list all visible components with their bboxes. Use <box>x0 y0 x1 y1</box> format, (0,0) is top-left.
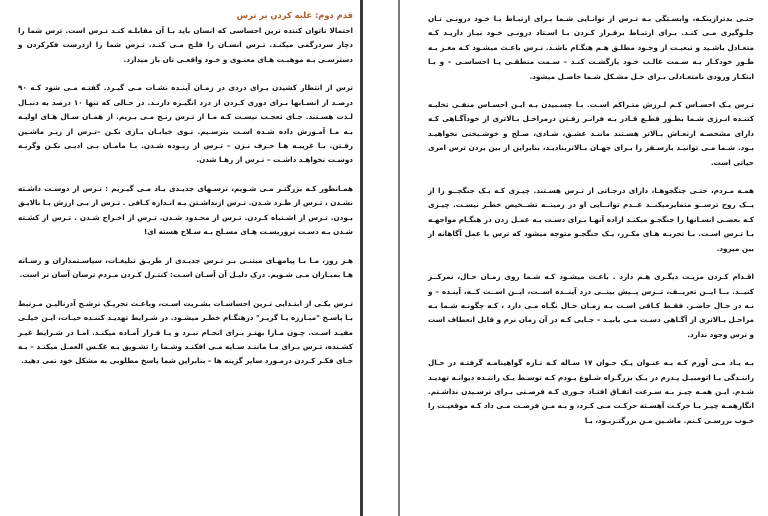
paragraph: همـانطور کـه بزرگتـر مـی شـویم، ترسـهای جدیـدی یـاد مـی گیـریم : تـرس از دوسـت داشـته نشـدن ، تـرس از طـرد شـدن. تـرس ازنداشـتن بـه انـدازه کـافی . تـرس از بـی ارزش یـا نالایـق بـودن. تـرس از اشـتباه کـردن. تـرس از محـدود شـدن. تـرس از اخـراج شـدن . تـرس از کشـته شـدن بـه دسـت تروریسـت هـای مسـلح بـه سـلاح هسته ای! <box>18 184 353 237</box>
paragraph: احتمالا ناتوان کننده ترین احساسی که انسان باید بـا آن مقابلـه کنـد تـرس است. ترس شما را دچار سردرگمی میکنـد. تـرس انسـان را فلـج مـی کنـد. تـرس شما را ازدرست فکرکردن و دسترسـی بـه موهبـت هـای معنـوی و خـود واقعـی تان باز میدارد. <box>18 26 353 64</box>
paragraph: حتـی بدترازینکـه، وابسـتگی بـه تـرس از توانـایی شـما بـرای ارتبـاط بـا خـود درونـی تـان جلـوگیری مـی کنـد. بـرای ارتبـاط برقـرار کـردن بـا اسـتاد درونـی خـود نیـاز داریـد کـه متعـادل باشـید و تبعیـت از وجـود مطلـق هـم هنگـام باشـد. تـرس باعـث میشـود کـه مغـز بـه طـور خودکـار بـه سـمت غالـب خـود بازگشـت کنـد – سـمت منطقـی یـا احساسـی – و بـا ابتکـار ورودی نامتعـادلی بـرای حـل مشـکل شـما حاصـل میشود. <box>428 14 754 81</box>
paragraph: تـرس یـک احسـاس کـم لـرزش متـراکم اسـت. بـا چسـبیدن بـه ایـن احسـاس منفـی تخلیـه کننـده انـرژی شـما بطـور قطـع قـادر بـه فرانـر رفـتن درمراحـل بـالاتری از خودآگـاهی کـه دارای مشخصـه ارتعـاش بـالاتر هسـتند ماننـد عشـق، شـادی، صـلح و خوشـبختی نخواهیـد بـود. شـما مـی توانیـد بارسـفر را بـرای جهـان بـالاتربنادیـد، بنابراین از بین بردن ترس امری حیاتی است. <box>428 100 754 167</box>
paragraph: هـر روز، مـا بـا پیامهـای مبتنـی بـر تـرس جدیـدی از طریـق تبلیغـات، سیاسـتمداران و رسـانه هـا بمبـاران مـی شـویم. درک دلیـل آن آسـان اسـت: کنتـرل کـردن مـردم ترسان آسان تر است. <box>18 255 353 280</box>
left-page <box>0 0 363 516</box>
paragraph: تـرس یکـی از ابتـدایی تـرین احساسـات بشـریت اسـت، وباعـث تحریـک ترشـح آدرنالیـن مـرتبط بـا پاسـخ "مبـارزه یـا گریـز" درهنگـام خطـر میشـود. در شـرایط تهدیـد کننـده حیـات، ایـن خیلـی مفیـد اسـت. چـون مـارا بهتـر بـرای انجـام نبـرد و یـا فـرار آمـاده میکنـد. امـا در شـرایط غیـر کشـنده، تـرس بـرای مـا ماننـد سـایه مـی افکنـد وشـما را تشـویق بـه عکـس العمـل میکنـد – بـه جـای فکـر کـردن درمـورد سایر گزینه ها – بنابراین شما پاسخ مطلوبی به مشکل خود نمی دهید. <box>18 298 353 366</box>
paragraph: ترس از انتظار کشیدن بـرای دردی در زمـان آینـده نشـات مـی گیـرد. گفتـه مـی شود کـه ۹۰ درصـد از انسـانها بـرای دوری کـردن از درد انگیـزه دارنـد. در حـالی که تنها ۱۰ درصد به دنبـال لـذت هسـتند. جـای تعجـب نیسـت کـه مـا از تـرس رنـج مـی بـریم. از همـان سـال هـای اولیـه بـه مـا آمـوزش داده شـده اسـت بترسـیم. تـوی خیابـان بـازی نکـن –تـرس از زیـر ماشـین رفـتن. بـا غریبـه هـا حـرف نـزن – تـرس از ربـوده شـدن. بـا مامـان بـی ادبـی نکـن وگرنـه دوسـت نخواهـد داشـت – تـرس از رهـا شدن. <box>18 83 353 165</box>
right-page <box>400 0 768 516</box>
page-gutter <box>363 0 400 516</box>
paragraph: همـه مـردم، حتـی جنگجوهـا، دارای درجـاتی از تـرس هسـتند. چیـزی کـه یـک جنگجــو را از یــک روح ترســو متمایزمیکنــد عــدم توانــایی او در زمینــه تشــخیص خطـر نیسـت. چیـزی کـه بعضـی انسـانها را جنگجـو میکنـد اراده آنهـا بـرای دسـت بـه عمـل زدن در هنگـام مواجهـه بـا تـرس اسـت. بـا تجربـه هـای مکـرر، یـک جنگجـو متوجه میشود که ترس با عمل آگاهانه از بین میرود. <box>428 186 754 253</box>
page-divider <box>360 0 363 516</box>
paragraph: بـه یـاد مـی آورم کـه بـه عنـوان یـک جـوان ۱۷ سـاله کـه تـازه گواهینامـه گرفتـه در حـال راننـدگی بـا اتومبیـل پـدرم در یـک بزرگـراه شـلوغ بـودم کـه توسـط یـک راننـده دیوانـه تهدیـد شـدم. ایـن همـه چیـز بـه سـرعت اتفـاق افتـاد جـوری کـه فرصـتی بـرای ترسـیدن نداشـتم. انگارهمـه چیـز بـا حرکـت آهسـته حرکـت مـی کـرد، و بـه مـن فرصـت مـی داد کـه موقعیـت را خـوب بررسـی کـنم. ماشـین مـن بزرگتـربـود، بـا <box>428 358 755 425</box>
chapter-heading: قدم دوم: غلبه کردن بر ترس <box>236 10 353 20</box>
paragraph: اقـدام کـردن مزیـت دیگـری هـم دارد . باعـث میشـود کـه شـما روی زمـان حـال، تمرکــز کنیــد. بــا ایــن تعریــف، تــرس پــیش بینــی درد آینــده اســت، ایــن اســت کــه، آینـده – و نـه در حـال حاضـر. فقـط کـافی اسـت بـه زمـان حـال نگـاه مـی دارد ، کـه چگونـه شـما بـه مراحـل بـالاتری از آگـاهی دسـت مـی یابیـد – جـایی کـه در آن زمان نرم و قابل انعطاف است و ترس وجود ندارد. <box>428 272 754 339</box>
